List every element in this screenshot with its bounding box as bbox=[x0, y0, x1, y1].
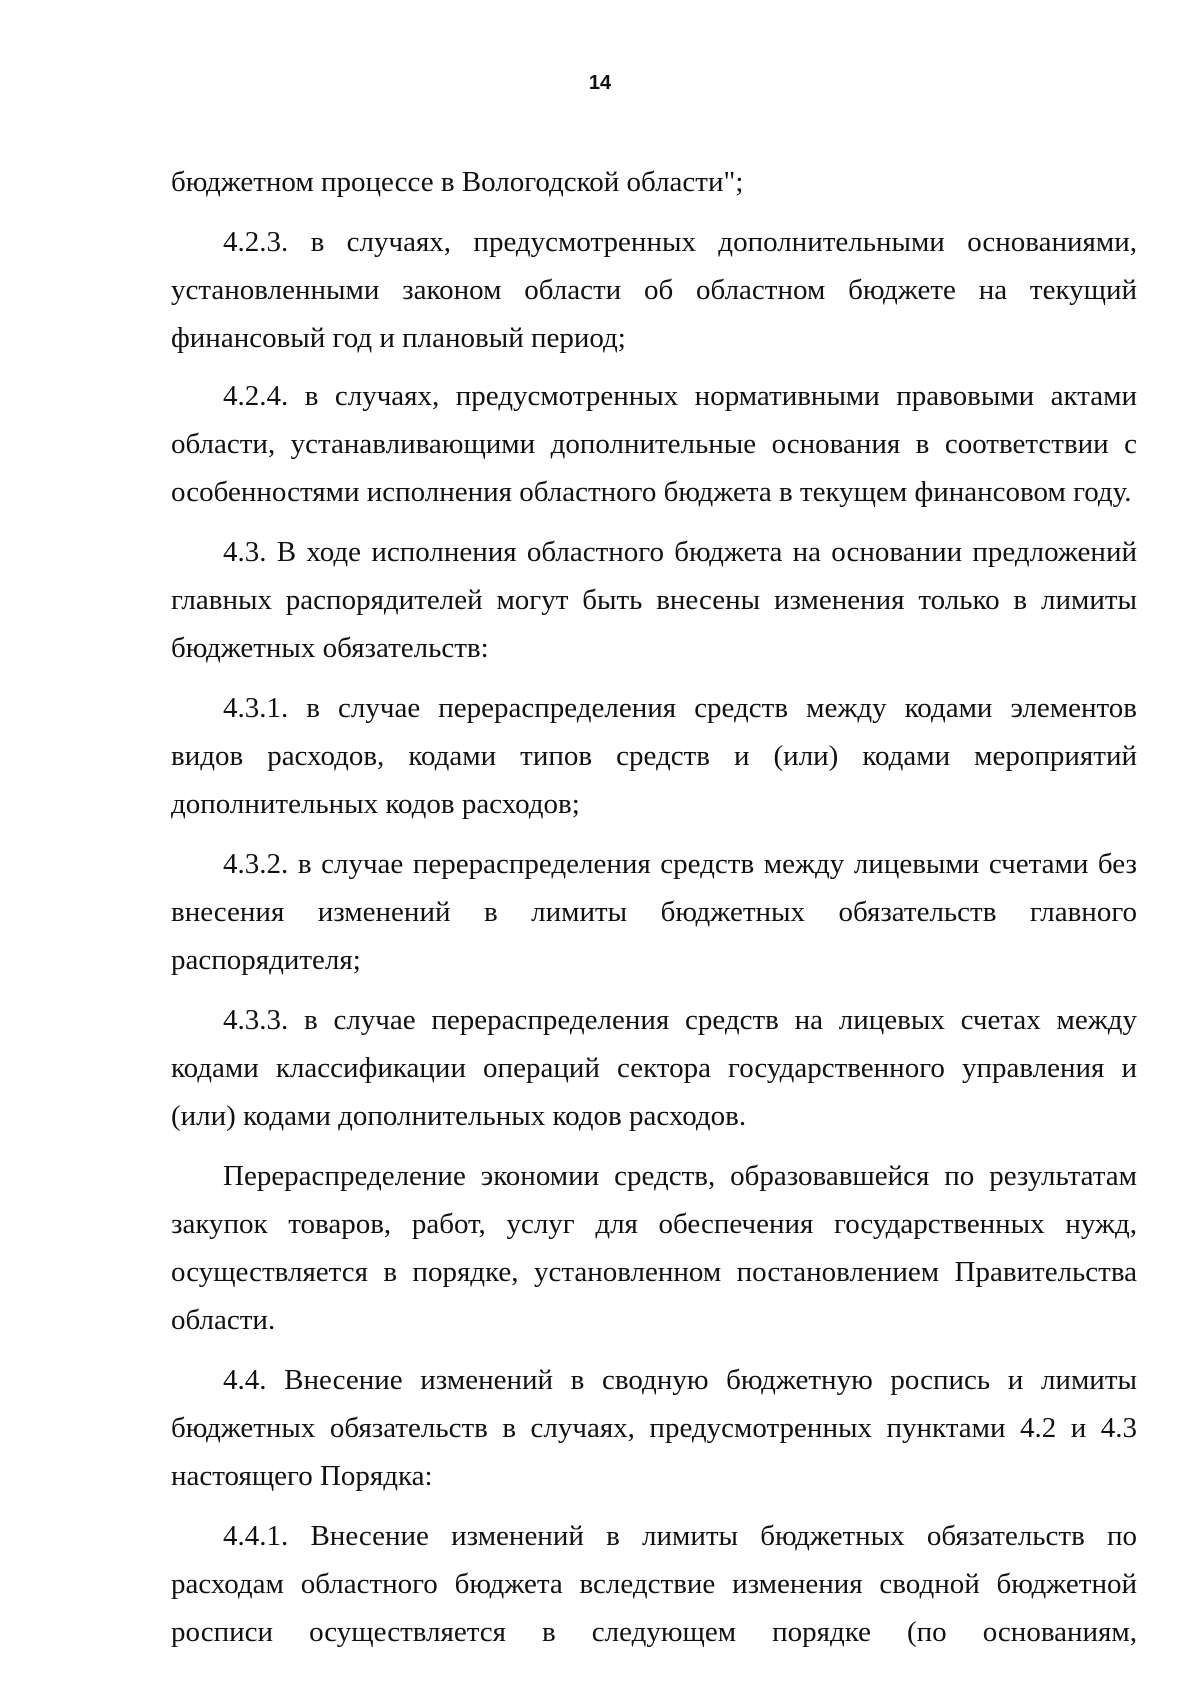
paragraph-4-4: 4.4. Внесение изменений в сводную бюджетную роспись и лимиты бюджетных обязательств в случаях, предусмотренных пунктами 4.2 и 4.3 настоящего Порядка: bbox=[171, 1364, 1137, 1492]
paragraph-4-3-1: 4.3.1. в случае перераспределения средств между кодами элементов видов расходов, кодами типов средств и (или) кодами мероприятий дополнительных кодов расходов; bbox=[171, 692, 1137, 820]
paragraph-4-3-3: 4.3.3. в случае перераспределения средств на лицевых счетах между кодами классификации операций сектора государственного управления и (или) кодами дополнительных кодов расходов. bbox=[171, 1004, 1137, 1132]
paragraph-continuation: бюджетном процессе в Вологодской области"; bbox=[171, 166, 744, 198]
paragraph-4-2-3: 4.2.3. в случаях, предусмотренных дополнительными основаниями, установленными законом области об областном бюджете на текущий финансовый год и плановый период; bbox=[171, 226, 1137, 354]
paragraph-4-2-4: 4.2.4. в случаях, предусмотренных нормативными правовыми актами области, устанавливающими дополнительные основания в соответствии с особенностями исполнения областного бюджета в текущем финансовом году. bbox=[171, 380, 1137, 508]
paragraph-savings: Перераспределение экономии средств, образовавшейся по результатам закупок товаров, работ, услуг для обеспечения государственных нужд, осуществляется в порядке, установленном постановлением Правительства области. bbox=[171, 1160, 1137, 1336]
document-body bbox=[171, 158, 1137, 1656]
paragraph-4-3-2: 4.3.2. в случае перераспределения средств между лицевыми счетами без внесения изменений в лимиты бюджетных обязательств главного распорядителя; bbox=[171, 848, 1137, 976]
page-number: 14 bbox=[588, 72, 612, 94]
paragraph-4-3: 4.3. В ходе исполнения областного бюджета на основании предложений главных распорядителей могут быть внесены изменения только в лимиты бюджетных обязательств: bbox=[171, 536, 1137, 664]
paragraph-4-4-1: 4.4.1. Внесение изменений в лимиты бюджетных обязательств по расходам областного бюджета вследствие изменения сводной бюджетной росписи осуществляется в следующем порядке (по основаниям, bbox=[171, 1520, 1137, 1648]
